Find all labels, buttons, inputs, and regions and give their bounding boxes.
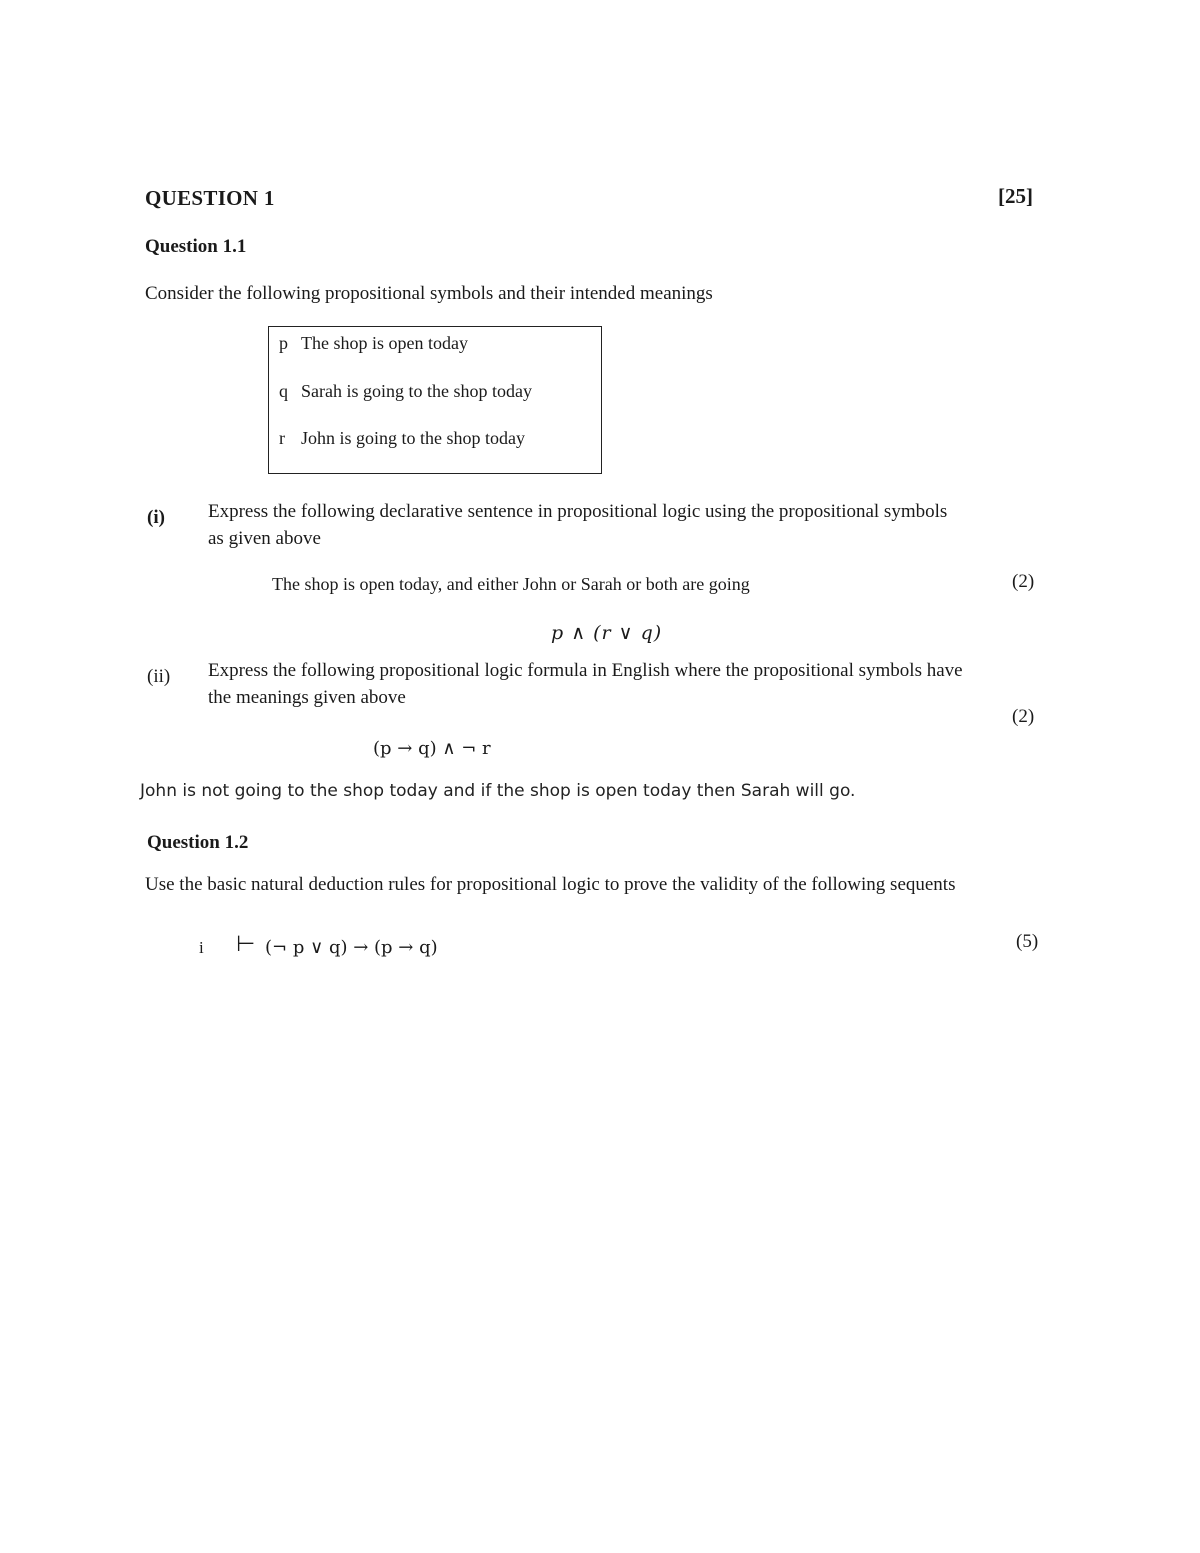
symbol-row-r bbox=[279, 428, 525, 449]
symbol-label: r bbox=[279, 428, 285, 448]
part-ii-instruction-line1: Express the following propositional logic formula in English where the propositional symbols have bbox=[208, 660, 963, 681]
part-ii-instruction-line2: the meanings given above bbox=[208, 687, 406, 708]
part-i-instruction-line1: Express the following declarative sentence in propositional logic using the propositional symbols bbox=[208, 501, 948, 522]
symbol-row-p bbox=[279, 333, 468, 354]
question-total-marks: [25] bbox=[998, 184, 1033, 208]
symbol-row-q bbox=[279, 381, 532, 402]
question-1-2-title: Question 1.2 bbox=[147, 832, 249, 853]
part-i-answer-formula: p ∧ (r ∨ q) bbox=[551, 622, 663, 644]
symbol-label: p bbox=[279, 333, 288, 353]
part-ii-number: (ii) bbox=[147, 666, 171, 687]
question-1-1-intro: Consider the following propositional symbols and their intended meanings bbox=[145, 283, 713, 304]
part-i-marks: (2) bbox=[1012, 571, 1035, 592]
symbol-label: q bbox=[279, 381, 288, 401]
question-1-1-title: Question 1.1 bbox=[145, 236, 247, 257]
part-ii-answer: John is not going to the shop today and if the shop is open today then Sarah will go. bbox=[140, 781, 856, 801]
symbol-meaning: The shop is open today bbox=[301, 333, 468, 353]
turnstile-symbol: ⊢ bbox=[236, 932, 256, 957]
part-ii-formula: (p → q) ∧ ¬ r bbox=[373, 738, 491, 759]
part-i-instruction-line2: as given above bbox=[208, 528, 321, 549]
symbol-meaning: John is going to the shop today bbox=[301, 428, 525, 448]
sequent-formula: (¬ p ∨ q) → (p → q) bbox=[265, 937, 438, 958]
symbols-box bbox=[268, 326, 602, 474]
part-ii-marks: (2) bbox=[1012, 706, 1035, 727]
part-i-number: (i) bbox=[147, 507, 165, 528]
part-i-sentence: The shop is open today, and either John or Sarah or both are going bbox=[272, 574, 750, 594]
sequent-number: i bbox=[199, 938, 204, 957]
question-title: QUESTION 1 bbox=[145, 186, 275, 210]
sequent-marks: (5) bbox=[1016, 931, 1039, 952]
question-1-2-intro: Use the basic natural deduction rules for propositional logic to prove the validity of the following sequents bbox=[145, 874, 956, 895]
symbol-meaning: Sarah is going to the shop today bbox=[301, 381, 532, 401]
